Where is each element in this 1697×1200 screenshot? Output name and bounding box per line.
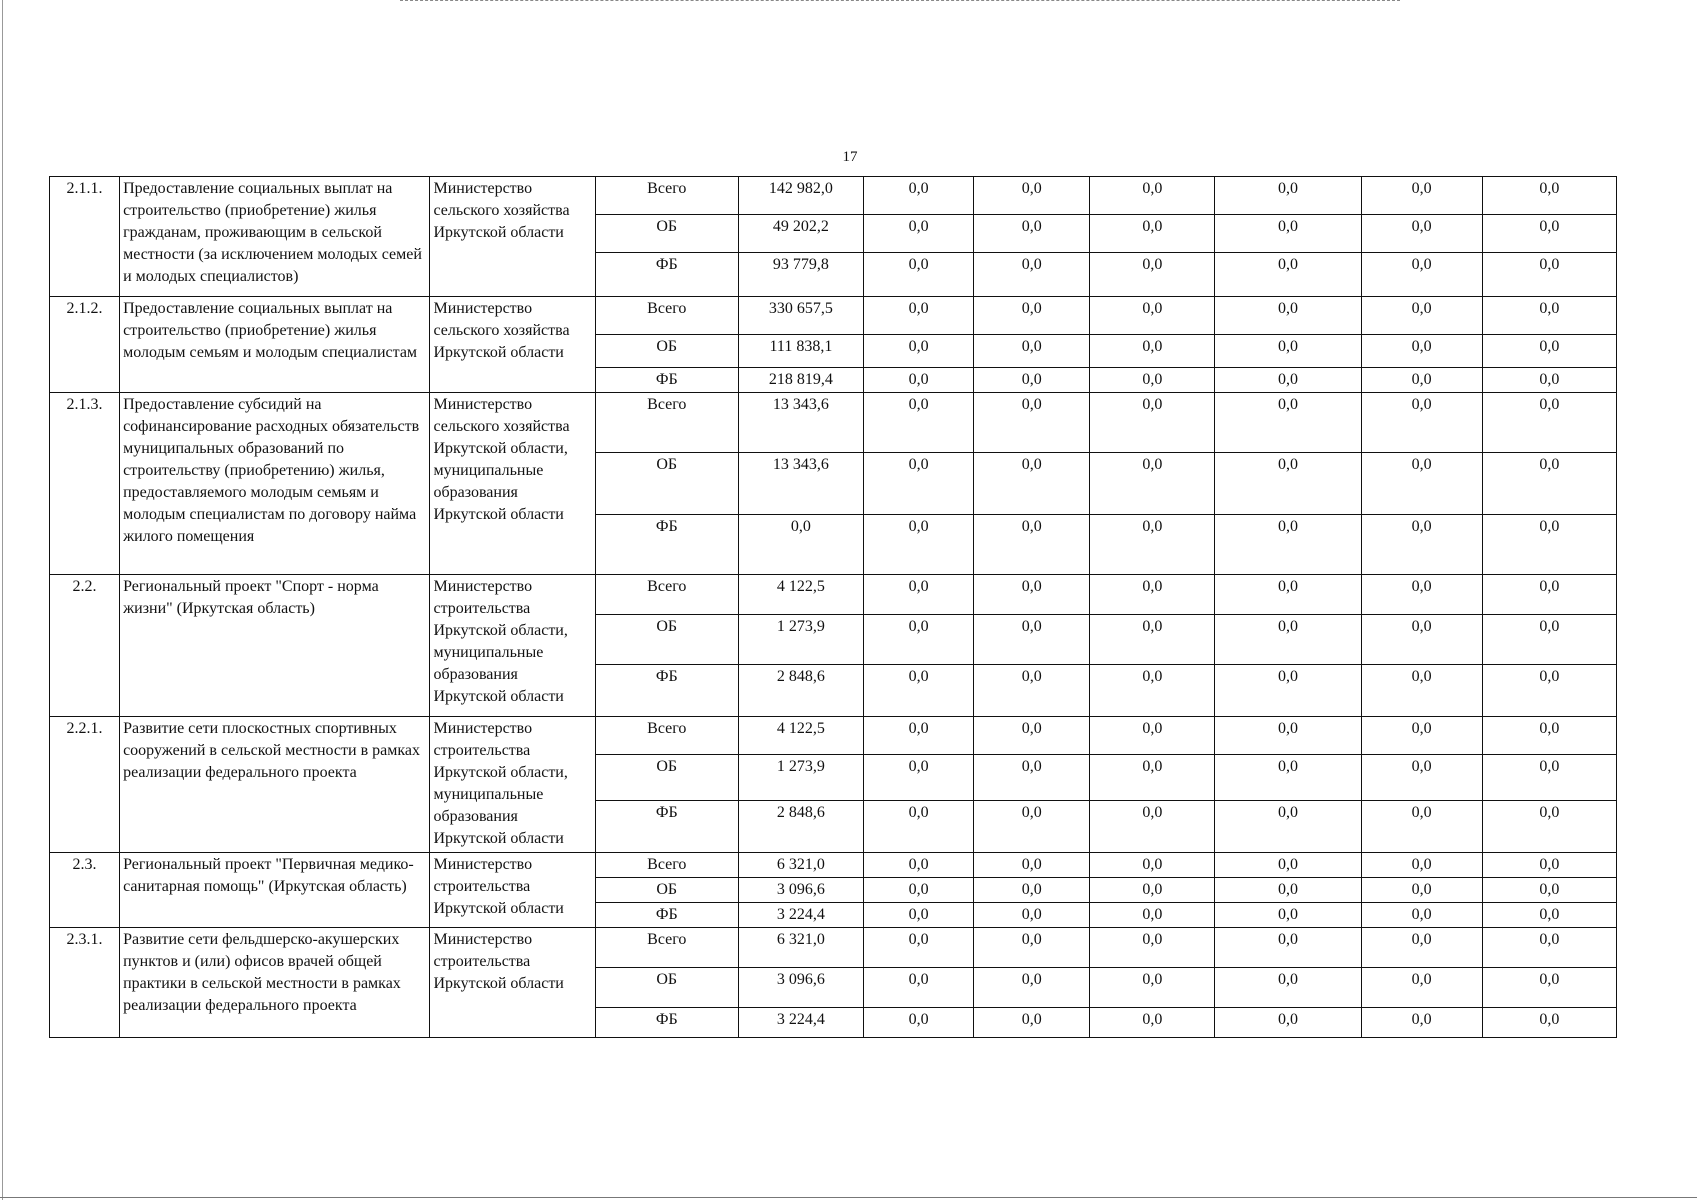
- year-amount: 0,0: [1361, 453, 1482, 515]
- year-amount: 0,0: [1482, 297, 1616, 335]
- year-amount: 0,0: [1090, 615, 1215, 665]
- funding-source: Всего: [595, 853, 738, 878]
- item-number: 2.2.: [50, 575, 120, 717]
- year-amount: 0,0: [1090, 928, 1215, 968]
- total-amount: 1 273,9: [738, 615, 863, 665]
- year-amount: 0,0: [864, 878, 974, 903]
- budget-table: [49, 176, 1617, 1038]
- page-number: 17: [842, 149, 858, 165]
- year-amount: 0,0: [1361, 801, 1482, 853]
- year-amount: 0,0: [1215, 575, 1361, 615]
- total-amount: 93 779,8: [738, 253, 863, 297]
- year-amount: 0,0: [1090, 575, 1215, 615]
- year-amount: 0,0: [974, 253, 1090, 297]
- year-amount: 0,0: [1090, 903, 1215, 928]
- year-amount: 0,0: [1482, 515, 1616, 575]
- total-amount: 111 838,1: [738, 335, 863, 368]
- funding-source: Всего: [595, 717, 738, 755]
- year-amount: 0,0: [1482, 575, 1616, 615]
- year-amount: 0,0: [1215, 903, 1361, 928]
- year-amount: 0,0: [1482, 615, 1616, 665]
- item-name: Региональный проект "Первичная медико-санитарная помощь" (Иркутская область): [120, 853, 430, 928]
- year-amount: 0,0: [974, 878, 1090, 903]
- item-executor: Министерство строительства Иркутской области: [430, 853, 595, 928]
- total-amount: 330 657,5: [738, 297, 863, 335]
- year-amount: 0,0: [864, 968, 974, 1008]
- year-amount: 0,0: [1090, 393, 1215, 453]
- year-amount: 0,0: [1482, 393, 1616, 453]
- item-name: Предоставление социальных выплат на строительство (приобретение) жилья молодым семьям и молодым специалистам: [120, 297, 430, 393]
- total-amount: 13 343,6: [738, 453, 863, 515]
- year-amount: 0,0: [1361, 878, 1482, 903]
- year-amount: 0,0: [974, 665, 1090, 717]
- funding-source: ФБ: [595, 665, 738, 717]
- year-amount: 0,0: [1482, 928, 1616, 968]
- funding-source: ФБ: [595, 1008, 738, 1038]
- year-amount: 0,0: [1090, 335, 1215, 368]
- total-amount: 6 321,0: [738, 853, 863, 878]
- funding-source: ОБ: [595, 968, 738, 1008]
- year-amount: 0,0: [1482, 903, 1616, 928]
- year-amount: 0,0: [974, 215, 1090, 253]
- year-amount: 0,0: [1215, 335, 1361, 368]
- year-amount: 0,0: [1215, 665, 1361, 717]
- total-amount: 6 321,0: [738, 928, 863, 968]
- year-amount: 0,0: [1361, 665, 1482, 717]
- year-amount: 0,0: [1482, 368, 1616, 393]
- year-amount: 0,0: [1361, 177, 1482, 215]
- year-amount: 0,0: [974, 335, 1090, 368]
- year-amount: 0,0: [974, 515, 1090, 575]
- item-executor: Министерство строительства Иркутской области: [430, 928, 595, 1038]
- year-amount: 0,0: [1215, 717, 1361, 755]
- scan-edge-left: [2, 0, 3, 1200]
- year-amount: 0,0: [1215, 928, 1361, 968]
- year-amount: 0,0: [974, 453, 1090, 515]
- year-amount: 0,0: [1361, 575, 1482, 615]
- year-amount: 0,0: [864, 215, 974, 253]
- total-amount: 142 982,0: [738, 177, 863, 215]
- item-name: Предоставление субсидий на софинансирование расходных обязательств муниципальных образований по строительству (приобретению) жилья, предоставляемого молодым семьям и молодым специалистам по договору найма жилого помещения: [120, 393, 430, 575]
- table-row: [50, 393, 1617, 453]
- year-amount: 0,0: [864, 717, 974, 755]
- table-row: [50, 853, 1617, 878]
- year-amount: 0,0: [1482, 665, 1616, 717]
- funding-source: ФБ: [595, 368, 738, 393]
- year-amount: 0,0: [1215, 453, 1361, 515]
- year-amount: 0,0: [1215, 878, 1361, 903]
- year-amount: 0,0: [1361, 903, 1482, 928]
- item-number: 2.1.1.: [50, 177, 120, 297]
- year-amount: 0,0: [974, 575, 1090, 615]
- funding-source: Всего: [595, 297, 738, 335]
- year-amount: 0,0: [974, 801, 1090, 853]
- year-amount: 0,0: [974, 903, 1090, 928]
- year-amount: 0,0: [1090, 177, 1215, 215]
- year-amount: 0,0: [1215, 253, 1361, 297]
- year-amount: 0,0: [1215, 1008, 1361, 1038]
- year-amount: 0,0: [1090, 968, 1215, 1008]
- year-amount: 0,0: [974, 717, 1090, 755]
- funding-source: Всего: [595, 393, 738, 453]
- year-amount: 0,0: [1090, 368, 1215, 393]
- year-amount: 0,0: [1215, 755, 1361, 801]
- year-amount: 0,0: [1090, 297, 1215, 335]
- funding-source: ФБ: [595, 903, 738, 928]
- year-amount: 0,0: [864, 453, 974, 515]
- total-amount: 4 122,5: [738, 575, 863, 615]
- year-amount: 0,0: [1482, 1008, 1616, 1038]
- year-amount: 0,0: [974, 928, 1090, 968]
- year-amount: 0,0: [1090, 853, 1215, 878]
- item-number: 2.1.3.: [50, 393, 120, 575]
- total-amount: 4 122,5: [738, 717, 863, 755]
- total-amount: 1 273,9: [738, 755, 863, 801]
- year-amount: 0,0: [1090, 665, 1215, 717]
- total-amount: 218 819,4: [738, 368, 863, 393]
- year-amount: 0,0: [1482, 755, 1616, 801]
- year-amount: 0,0: [1090, 717, 1215, 755]
- year-amount: 0,0: [974, 297, 1090, 335]
- year-amount: 0,0: [864, 801, 974, 853]
- year-amount: 0,0: [1361, 393, 1482, 453]
- funding-source: Всего: [595, 177, 738, 215]
- year-amount: 0,0: [1482, 853, 1616, 878]
- item-name: Развитие сети фельдшерско-акушерских пунктов и (или) офисов врачей общей практики в сельской местности в рамках реализации федерального проекта: [120, 928, 430, 1038]
- item-executor: Министерство сельского хозяйства Иркутской области: [430, 177, 595, 297]
- scan-edge-top: [400, 0, 1400, 1]
- item-number: 2.2.1.: [50, 717, 120, 853]
- table-row: [50, 928, 1617, 968]
- table-row: [50, 717, 1617, 755]
- year-amount: 0,0: [864, 903, 974, 928]
- total-amount: 2 848,6: [738, 665, 863, 717]
- budget-body: [50, 177, 1617, 1038]
- total-amount: 3 224,4: [738, 903, 863, 928]
- year-amount: 0,0: [974, 615, 1090, 665]
- year-amount: 0,0: [864, 853, 974, 878]
- year-amount: 0,0: [864, 928, 974, 968]
- year-amount: 0,0: [1090, 215, 1215, 253]
- year-amount: 0,0: [864, 665, 974, 717]
- year-amount: 0,0: [1361, 755, 1482, 801]
- year-amount: 0,0: [864, 515, 974, 575]
- year-amount: 0,0: [1215, 515, 1361, 575]
- total-amount: 3 096,6: [738, 878, 863, 903]
- year-amount: 0,0: [1090, 515, 1215, 575]
- year-amount: 0,0: [1090, 755, 1215, 801]
- table-row: [50, 575, 1617, 615]
- year-amount: 0,0: [864, 755, 974, 801]
- year-amount: 0,0: [1361, 968, 1482, 1008]
- total-amount: 49 202,2: [738, 215, 863, 253]
- year-amount: 0,0: [1482, 717, 1616, 755]
- year-amount: 0,0: [1361, 297, 1482, 335]
- funding-source: ФБ: [595, 801, 738, 853]
- year-amount: 0,0: [1482, 453, 1616, 515]
- total-amount: 0,0: [738, 515, 863, 575]
- year-amount: 0,0: [864, 177, 974, 215]
- funding-source: Всего: [595, 928, 738, 968]
- year-amount: 0,0: [1215, 615, 1361, 665]
- year-amount: 0,0: [974, 853, 1090, 878]
- year-amount: 0,0: [864, 575, 974, 615]
- table-row: [50, 297, 1617, 335]
- year-amount: 0,0: [1482, 215, 1616, 253]
- item-executor: Министерство сельского хозяйства Иркутской области, муниципальные образования Иркутской области: [430, 393, 595, 575]
- year-amount: 0,0: [1361, 853, 1482, 878]
- year-amount: 0,0: [1361, 515, 1482, 575]
- year-amount: 0,0: [1361, 368, 1482, 393]
- funding-source: ФБ: [595, 253, 738, 297]
- year-amount: 0,0: [864, 368, 974, 393]
- funding-source: ОБ: [595, 335, 738, 368]
- funding-source: ОБ: [595, 615, 738, 665]
- year-amount: 0,0: [1361, 215, 1482, 253]
- year-amount: 0,0: [1361, 928, 1482, 968]
- year-amount: 0,0: [1482, 801, 1616, 853]
- year-amount: 0,0: [1482, 968, 1616, 1008]
- year-amount: 0,0: [1215, 368, 1361, 393]
- year-amount: 0,0: [1482, 878, 1616, 903]
- year-amount: 0,0: [1215, 297, 1361, 335]
- item-number: 2.3.1.: [50, 928, 120, 1038]
- funding-source: Всего: [595, 575, 738, 615]
- item-number: 2.3.: [50, 853, 120, 928]
- year-amount: 0,0: [1090, 453, 1215, 515]
- year-amount: 0,0: [974, 1008, 1090, 1038]
- scan-edge-bottom: [0, 1197, 1697, 1198]
- total-amount: 13 343,6: [738, 393, 863, 453]
- year-amount: 0,0: [864, 297, 974, 335]
- item-executor: Министерство строительства Иркутской области, муниципальные образования Иркутской области: [430, 575, 595, 717]
- year-amount: 0,0: [974, 755, 1090, 801]
- year-amount: 0,0: [1482, 253, 1616, 297]
- item-number: 2.1.2.: [50, 297, 120, 393]
- total-amount: 3 224,4: [738, 1008, 863, 1038]
- year-amount: 0,0: [864, 335, 974, 368]
- year-amount: 0,0: [1215, 215, 1361, 253]
- year-amount: 0,0: [1361, 717, 1482, 755]
- year-amount: 0,0: [974, 177, 1090, 215]
- item-executor: Министерство сельского хозяйства Иркутской области: [430, 297, 595, 393]
- year-amount: 0,0: [864, 615, 974, 665]
- total-amount: 3 096,6: [738, 968, 863, 1008]
- funding-source: ОБ: [595, 755, 738, 801]
- year-amount: 0,0: [974, 368, 1090, 393]
- year-amount: 0,0: [864, 253, 974, 297]
- year-amount: 0,0: [1090, 1008, 1215, 1038]
- funding-source: ОБ: [595, 878, 738, 903]
- year-amount: 0,0: [1090, 878, 1215, 903]
- funding-source: ОБ: [595, 453, 738, 515]
- year-amount: 0,0: [1361, 615, 1482, 665]
- funding-source: ОБ: [595, 215, 738, 253]
- year-amount: 0,0: [864, 1008, 974, 1038]
- year-amount: 0,0: [1090, 801, 1215, 853]
- item-name: Предоставление социальных выплат на строительство (приобретение) жилья гражданам, проживающим в сельской местности (за исключением молодых семей и молодых специалистов): [120, 177, 430, 297]
- year-amount: 0,0: [1215, 177, 1361, 215]
- funding-source: ФБ: [595, 515, 738, 575]
- year-amount: 0,0: [974, 393, 1090, 453]
- year-amount: 0,0: [1215, 393, 1361, 453]
- year-amount: 0,0: [1361, 1008, 1482, 1038]
- table-row: [50, 177, 1617, 215]
- year-amount: 0,0: [1361, 335, 1482, 368]
- year-amount: 0,0: [864, 393, 974, 453]
- item-name: Развитие сети плоскостных спортивных сооружений в сельской местности в рамках реализации федерального проекта: [120, 717, 430, 853]
- year-amount: 0,0: [1215, 801, 1361, 853]
- year-amount: 0,0: [1215, 853, 1361, 878]
- total-amount: 2 848,6: [738, 801, 863, 853]
- item-name: Региональный проект "Спорт - норма жизни" (Иркутская область): [120, 575, 430, 717]
- year-amount: 0,0: [1482, 335, 1616, 368]
- year-amount: 0,0: [1215, 968, 1361, 1008]
- year-amount: 0,0: [974, 968, 1090, 1008]
- year-amount: 0,0: [1482, 177, 1616, 215]
- year-amount: 0,0: [1090, 253, 1215, 297]
- year-amount: 0,0: [1361, 253, 1482, 297]
- item-executor: Министерство строительства Иркутской области, муниципальные образования Иркутской области: [430, 717, 595, 853]
